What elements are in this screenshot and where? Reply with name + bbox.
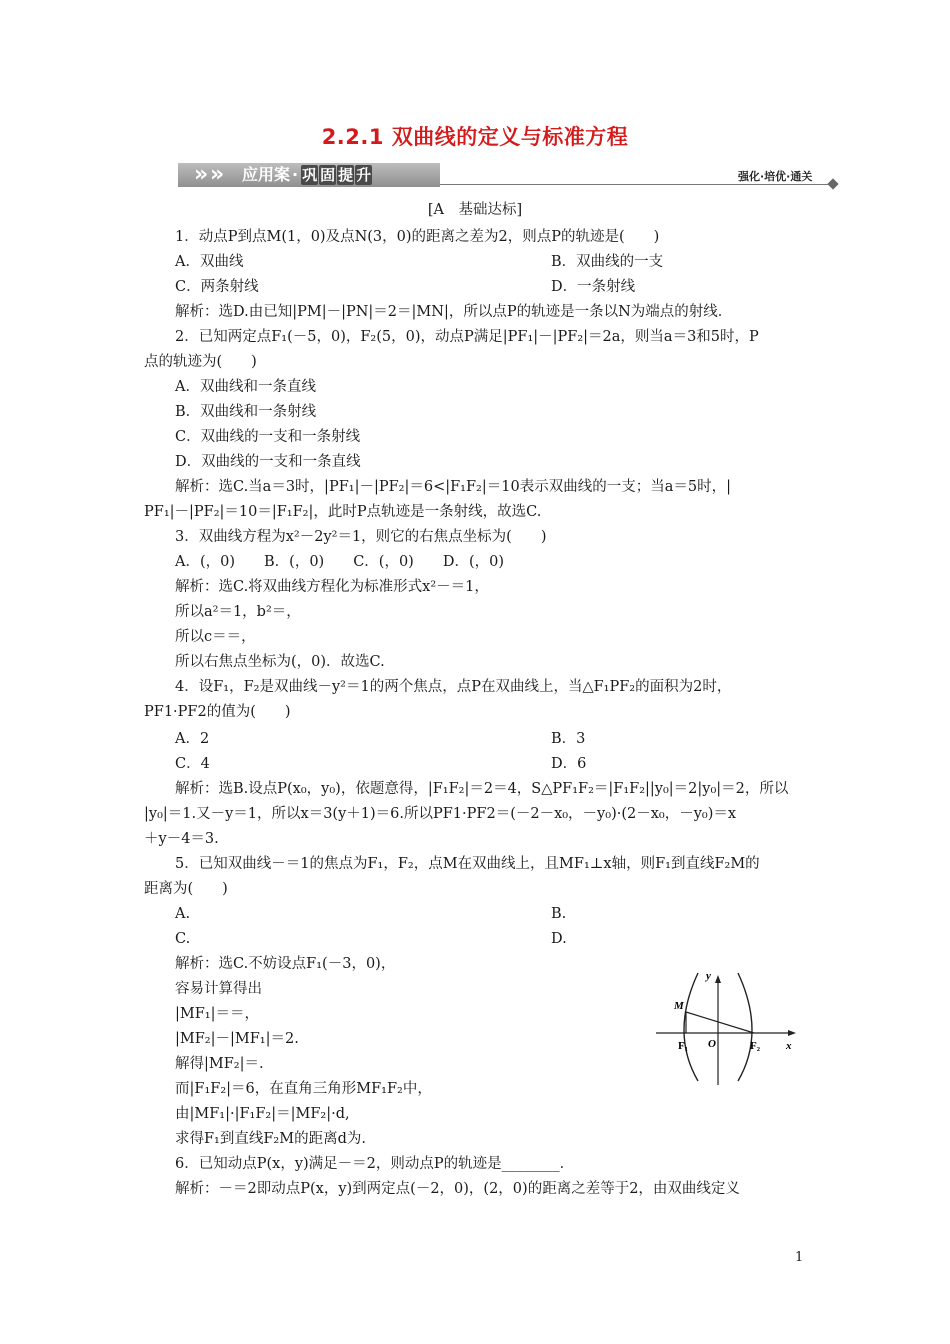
question-2: 2．已知两定点F₁(－5，0)，F₂(5，0)，动点P满足|PF₁|－|PF₂|＝2a，则当a＝3和5时，P bbox=[175, 329, 759, 345]
banner-dot: · bbox=[292, 165, 299, 184]
page-title: 2.2.1 双曲线的定义与标准方程 bbox=[321, 125, 629, 149]
section-heading: [A 基础达标] bbox=[427, 202, 523, 218]
page-number: 1 bbox=[795, 1250, 804, 1265]
option-d: D. bbox=[551, 931, 567, 947]
question-5: 5．已知双曲线－＝1的焦点为F₁，F₂，点M在双曲线上，且MF₁⊥x轴，则F₁到直线F₂M的 bbox=[175, 856, 760, 872]
banner-rule bbox=[440, 184, 836, 185]
option-c: C．4 bbox=[175, 756, 210, 772]
solution-line: 所以c＝＝， bbox=[175, 629, 256, 645]
solution-line: 解得|MF₂|＝. bbox=[175, 1056, 264, 1072]
question-line: PF1·PF2的值为( ) bbox=[144, 704, 291, 720]
solution-line: 解析：选C.当a＝3时，|PF₁|－|PF₂|＝6<|F₁F₂|＝10表示双曲线的一支；当a＝5时，| bbox=[175, 479, 731, 495]
hyperbola-right-branch bbox=[738, 973, 752, 1081]
solution-line: 所以a²＝1，b²＝， bbox=[175, 604, 301, 620]
solution-line: 由|MF₁|·|F₁F₂|＝|MF₂|·d, bbox=[175, 1106, 350, 1122]
option-c: C．双曲线的一支和一条射线 bbox=[175, 429, 361, 445]
y-label: y bbox=[706, 970, 711, 982]
solution-line: 求得F₁到直线F₂M的距离d为. bbox=[175, 1131, 366, 1147]
hyperbola-figure bbox=[656, 965, 800, 1085]
solution-line: 解析：选C.将双曲线方程化为标准形式x²－＝1， bbox=[175, 579, 489, 595]
segment-mf2 bbox=[686, 1012, 754, 1033]
solution-line: |y₀|＝1.又－y＝1，所以x＝3(y＋1)＝6.所以PF1·PF2＝(－2－x₀，－y₀)·(2－x₀，－y₀)＝x bbox=[144, 806, 737, 822]
option-b: B．双曲线的一支 bbox=[551, 254, 664, 270]
option-a: A．双曲线和一条直线 bbox=[175, 379, 316, 395]
chevron-right-icon: » bbox=[210, 162, 225, 187]
question-line: 点的轨迹为( ) bbox=[144, 354, 257, 370]
y-axis-arrow bbox=[715, 975, 721, 983]
banner-right-text: 强化·培优·通关 bbox=[738, 170, 813, 183]
option-a: A. bbox=[175, 906, 191, 922]
point-m-label: M bbox=[674, 1000, 684, 1012]
solution-line: 解析：选C.不妨设点F₁(－3，0)， bbox=[175, 956, 396, 972]
options-row: A．(，0) B．(，0) C．(，0) D．(，0) bbox=[175, 554, 505, 570]
solution-line: |MF₂|－|MF₁|＝2. bbox=[175, 1031, 299, 1047]
question-4: 4．设F₁，F₂是双曲线－y²＝1的两个焦点，点P在双曲线上，当△F₁PF₂的面积为2时， bbox=[175, 679, 732, 695]
option-d: D．6 bbox=[551, 756, 587, 772]
banner-box-char: 固 bbox=[320, 166, 336, 184]
question-6: 6．已知动点P(x，y)满足－＝2，则动点P的轨迹是________． bbox=[175, 1156, 575, 1172]
option-d: D．双曲线的一支和一条直线 bbox=[175, 454, 361, 470]
solution-line: 而|F₁F₂|＝6，在直角三角形MF₁F₂中， bbox=[175, 1081, 432, 1097]
banner-box-char: 升 bbox=[356, 166, 372, 184]
banner-label-left: 应用案 bbox=[242, 165, 291, 184]
option-c: C. bbox=[175, 931, 191, 947]
solution-line: ＋y－4＝3. bbox=[144, 831, 219, 847]
section-banner bbox=[178, 163, 838, 189]
diamond-icon bbox=[827, 178, 838, 189]
f1-label: F₁ bbox=[678, 1040, 689, 1052]
solution-line: |MF₁|＝＝， bbox=[175, 1006, 259, 1022]
option-b: B．双曲线和一条射线 bbox=[175, 404, 317, 420]
question-1: 1．动点P到点M(1，0)及点N(3，0)的距离之差为2，则点P的轨迹是( ) bbox=[175, 229, 660, 245]
solution-line: 解析：选B.设点P(x₀，y₀)，依题意得，|F₁F₂|＝2＝4，S△PF₁F₂＝|F₁F₂||y₀|＝2|y₀|＝2，所以 bbox=[175, 781, 789, 797]
option-a: A．双曲线 bbox=[175, 254, 244, 270]
banner-box-char: 巩 bbox=[302, 166, 318, 184]
x-label: x bbox=[786, 1040, 792, 1052]
question-3: 3．双曲线方程为x²－2y²＝1，则它的右焦点坐标为( ) bbox=[175, 529, 547, 545]
origin-label: O bbox=[708, 1038, 716, 1050]
option-c: C．两条射线 bbox=[175, 279, 259, 295]
question-line: 距离为( ) bbox=[144, 881, 228, 897]
banner-box-char: 提 bbox=[338, 166, 354, 184]
option-a: A．2 bbox=[175, 731, 210, 747]
option-b: B. bbox=[551, 906, 567, 922]
option-d: D．一条射线 bbox=[551, 279, 636, 295]
solution-line: 所以右焦点坐标为(，0)．故选C. bbox=[175, 654, 385, 670]
banner-label bbox=[242, 165, 372, 185]
f2-label: F₂ bbox=[750, 1040, 761, 1052]
chevron-right-icon: » bbox=[194, 162, 209, 187]
solution-line: 容易计算得出 bbox=[175, 981, 262, 997]
option-b: B．3 bbox=[551, 731, 586, 747]
solution-line: PF₁|－|PF₂|＝10＝|F₁F₂|，此时P点轨迹是一条射线，故选C. bbox=[144, 504, 542, 520]
solution-line: 解析：－＝2即动点P(x，y)到两定点(－2，0)，(2，0)的距离之差等于2，由双曲线定义 bbox=[175, 1181, 740, 1197]
x-axis-arrow bbox=[788, 1030, 796, 1036]
solution-line: 解析：选D.由已知|PM|－|PN|＝2＝|MN|，所以点P的轨迹是一条以N为端点的射线． bbox=[175, 304, 733, 320]
